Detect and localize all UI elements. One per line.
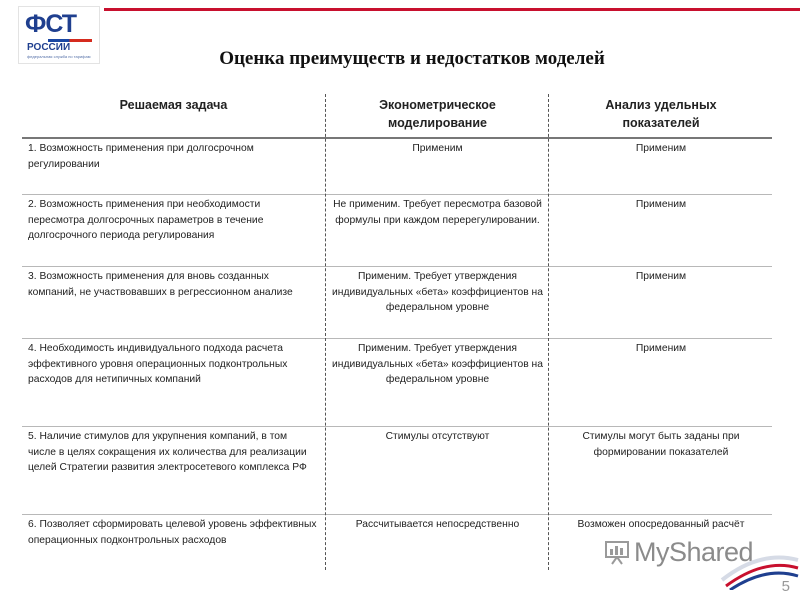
table-row [22,139,772,195]
cell-spec: Применим [635,343,687,354]
logo-subtitle: РОССИИ [27,42,71,53]
cell-task: 6. Позволяет сформировать целевой уровень эффективных операционных подконтрольных расходов [28,519,317,546]
presentation-icon [604,539,630,565]
cell-econ: Применим. Требует утверждения индивидуальных «бета» коэффициентов на федеральном уровне [332,343,543,385]
watermark-text: MyShared [634,536,754,567]
cell-econ: Не применим. Требует пересмотра базовой формулы при каждом перерегулировании. [333,199,542,226]
cell-task: 5. Наличие стимулов для укрупнения компаний, в том числе в целях сокращения их количества для реализации целей Стратегии развития электросетевого комплекса РФ [28,431,307,473]
header-econometric: Эконометрическое моделирование [379,98,496,130]
cell-spec: Возможен опосредованный расчёт [577,519,745,530]
logo-mark: ФСТ [25,10,77,38]
column-divider [325,94,326,570]
table-header [22,92,772,139]
cell-spec: Применим [635,271,687,282]
cell-spec: Применим [635,143,687,154]
comparison-table [22,92,772,571]
logo-tiny-text: федеральная служба по тарифам [27,54,91,59]
cell-spec: Стимулы могут быть заданы при формировании показателей [582,431,740,458]
header-task: Решаемая задача [119,98,228,112]
cell-spec: Применим [635,199,687,210]
table-row [22,267,772,339]
cell-econ: Рассчитывается непосредственно [355,519,520,530]
table-row [22,339,772,427]
page-number: 5 [781,578,790,595]
cell-task: 2. Возможность применения при необходимости пересмотра долгосрочных параметров в течение долгосрочного периода регулирования [28,199,264,241]
cell-task: 3. Возможность применения для вновь созданных компаний, не участвовавших в регрессионном анализе [28,271,293,298]
table-row [22,427,772,515]
header-specific: Анализ удельных показателей [605,98,717,130]
page-title: Оценка преимуществ и недостатков моделей [219,48,605,69]
table-row [22,195,772,267]
cell-econ: Применим [412,143,463,154]
cell-econ: Стимулы отсутствуют [385,431,490,442]
header-accent-line [104,8,800,11]
column-divider [548,94,549,570]
cell-task: 1. Возможность применения при долгосрочном регулировании [28,143,254,170]
cell-econ: Применим. Требует утверждения индивидуальных «бета» коэффициентов на федеральном уровне [332,271,543,313]
cell-task: 4. Необходимость индивидуального подхода расчета эффективного уровня операционных подконтрольных расходов для нетипичных компаний [28,343,288,385]
